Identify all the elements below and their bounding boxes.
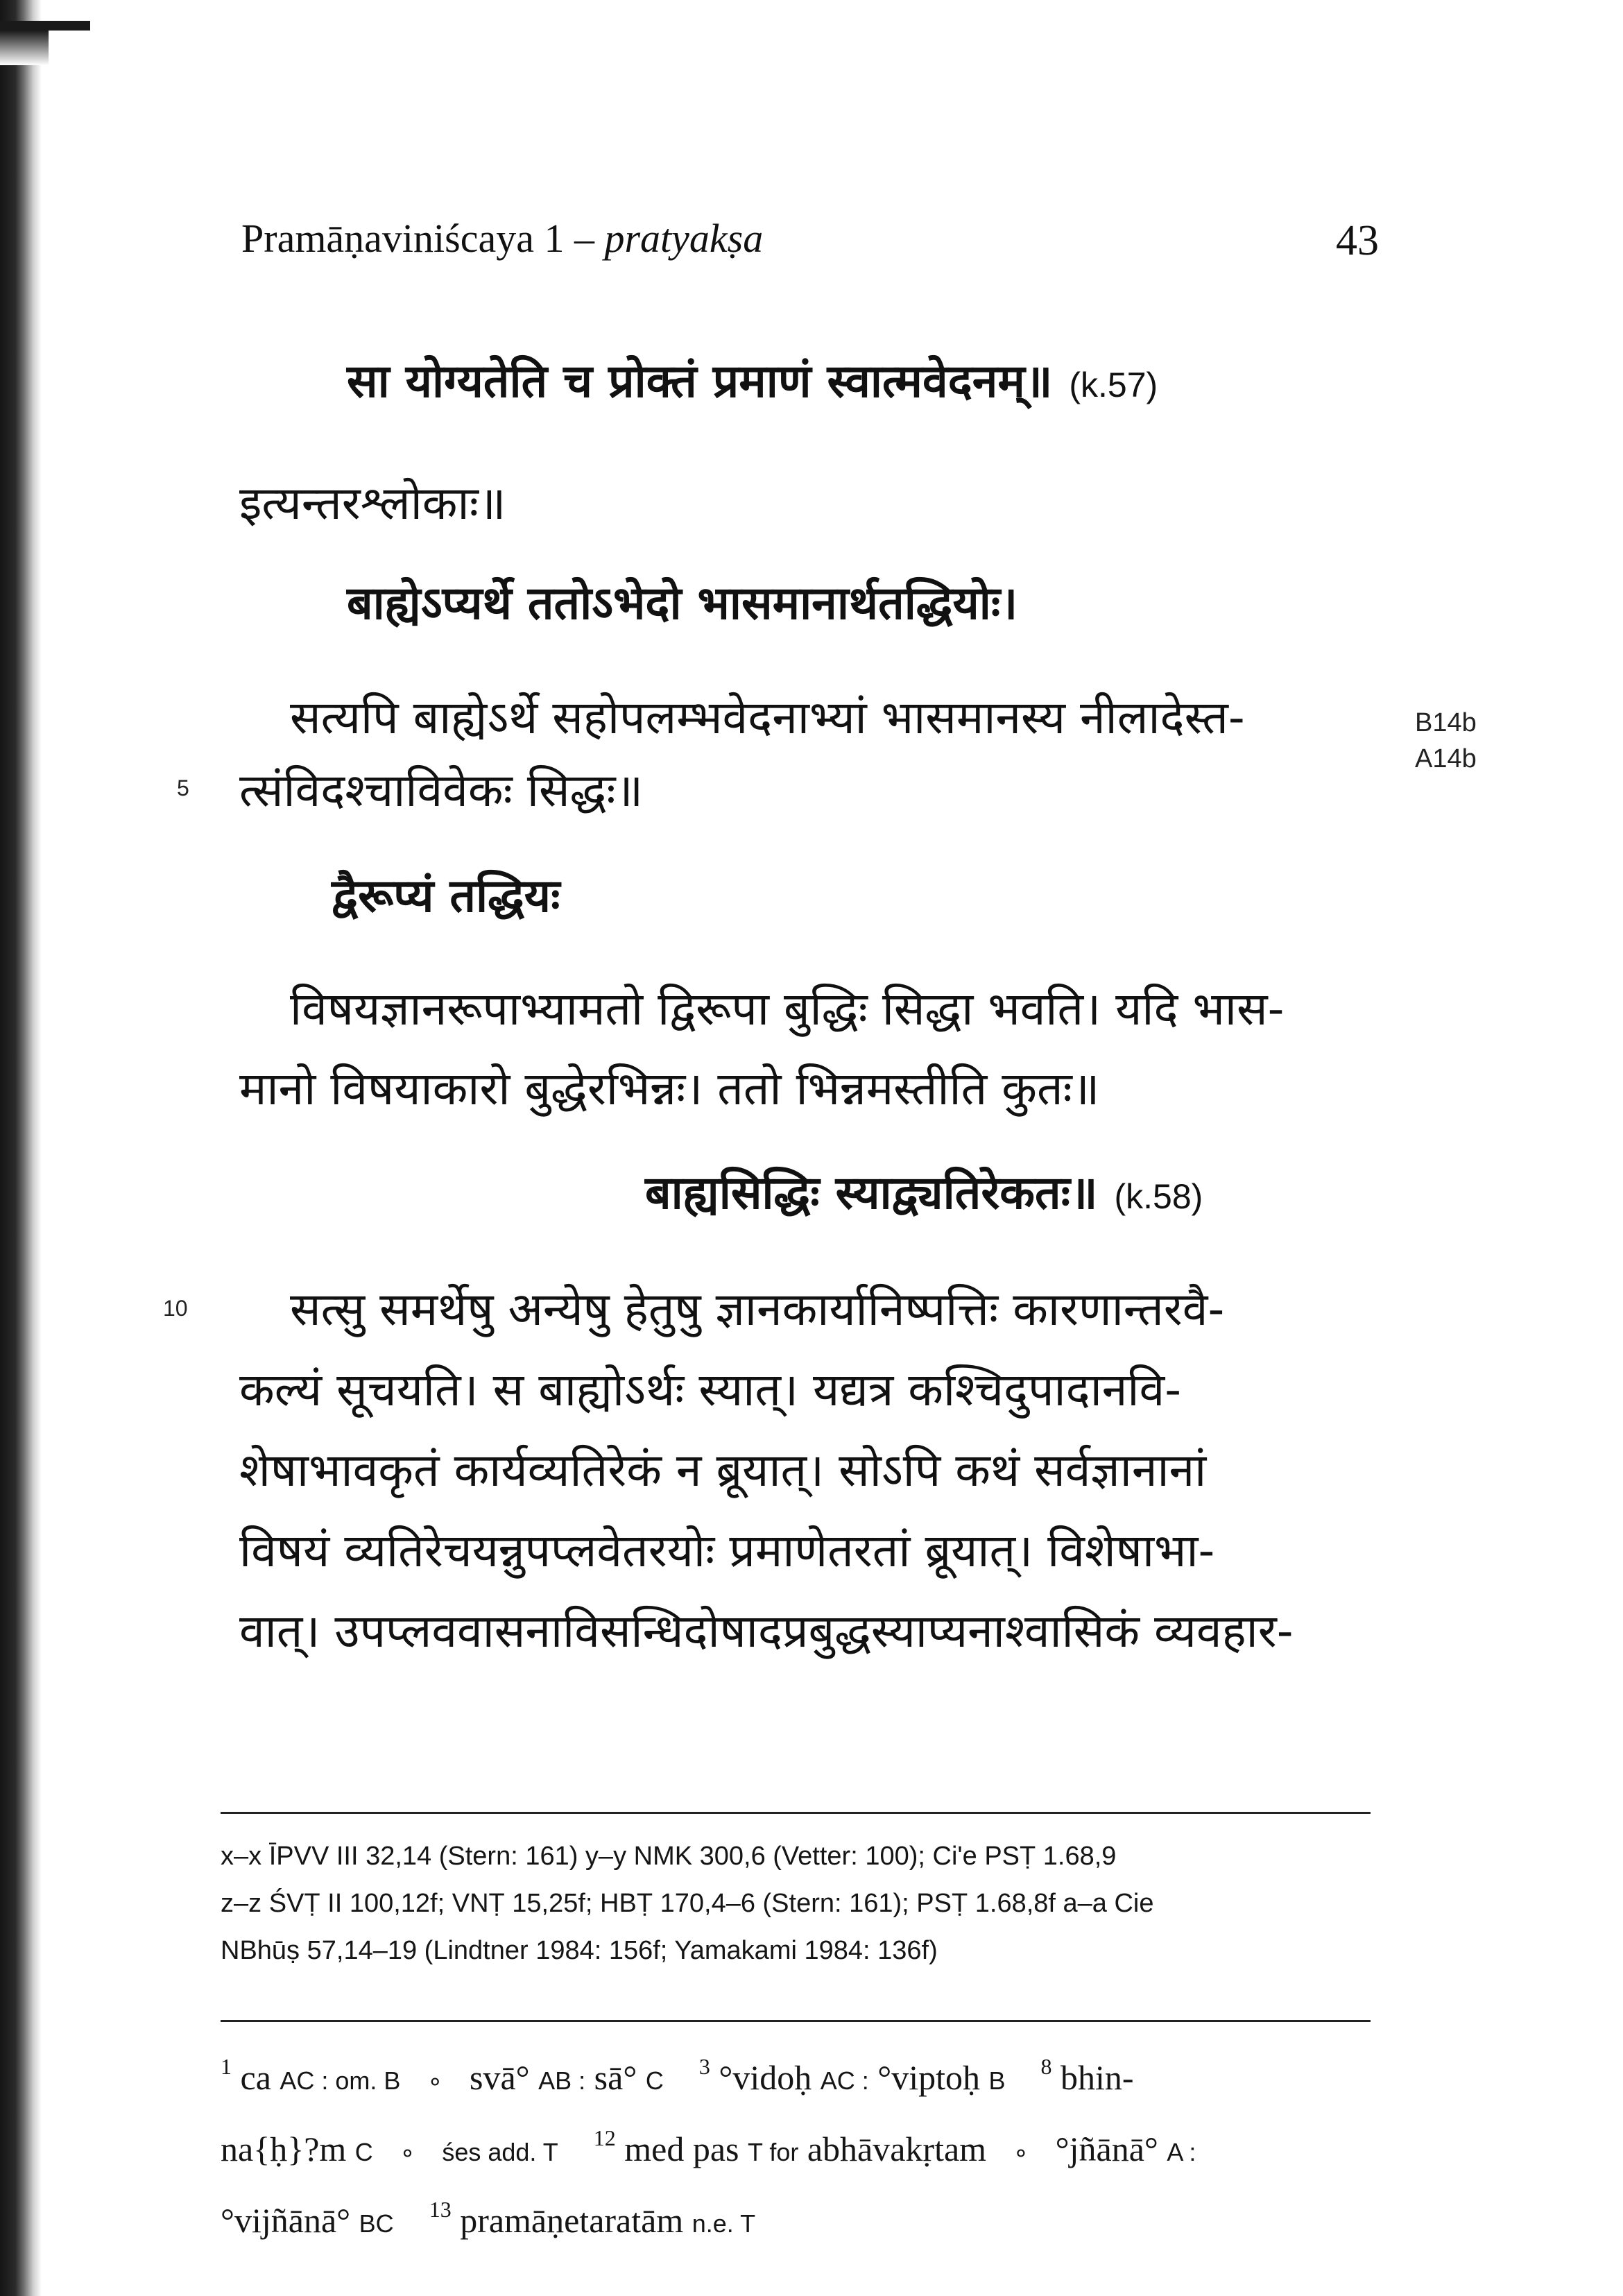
verse-ref-k57: (k.57) bbox=[1069, 366, 1158, 404]
notes-row: na{ḥ}?m C ∘ śes add. T $^{12}$ med pas T for abhāvakṛtam ∘ °jñānā° A : bbox=[221, 2125, 1196, 2168]
critical-notes bbox=[221, 2038, 1371, 2252]
testimonia-row: x–x ĪPVV III 32,14 (Stern: 161) y–y NMK 300,6 (Vetter: 100); Ci'e PSṬ 1.68,9 bbox=[221, 1842, 1117, 1871]
note-marker: 8 bbox=[1040, 2054, 1052, 2079]
text-line: इत्यन्तरश्लोकाः॥ bbox=[239, 477, 506, 530]
text-line: विषयं व्यतिरेचयन्नुपप्लवेतरयोः प्रमाणेतरतां ब्रूयात्। विशेषाभा- bbox=[239, 1524, 1215, 1577]
page-binding-corner bbox=[0, 31, 49, 65]
note-marker: 12 bbox=[593, 2125, 616, 2150]
text-line: कल्यं सूचयति। स बाह्योऽर्थः स्यात्। यद्यत्र कश्चिदुपादानवि- bbox=[239, 1363, 1182, 1416]
testimonia-row: z–z ŚVṬ II 100,12f; VNṬ 15,25f; HBṬ 170,4–6 (Stern: 161); PSṬ 1.68,8f a–a Cie bbox=[221, 1889, 1154, 1918]
verse-k57: सा योग्यतेति च प्रोक्तं प्रमाणं स्वात्मवेदनम्॥ (k.57) bbox=[347, 354, 1158, 408]
text-line: विषयज्ञानरूपाभ्यामतो द्विरूपा बुद्धिः सिद्धा भवति। यदि भास- bbox=[290, 982, 1285, 1036]
separator: ∘ bbox=[1013, 2138, 1029, 2166]
testimonia-apparatus bbox=[221, 1833, 1371, 1974]
text-line: सत्सु समर्थेषु अन्येषु हेतुषु ज्ञानकार्यानिष्पत्तिः कारणान्तरवै- bbox=[290, 1283, 1225, 1336]
separator: ∘ bbox=[400, 2138, 415, 2166]
manuscript-folio-refs bbox=[1415, 705, 1477, 777]
note-marker: 3 bbox=[698, 2054, 710, 2079]
running-title: Pramāṇaviniścaya 1 – pratyakṣa bbox=[241, 216, 764, 261]
text-line: सत्यपि बाह्येऽर्थे सहोपलम्भवेदनाभ्यां भासमानस्य नीलादेस्त- bbox=[290, 691, 1245, 744]
testimonia-row: NBhūṣ 57,14–19 (Lindtner 1984: 156f; Yamakami 1984: 136f) bbox=[221, 1936, 938, 1965]
notes-row: °vijñānā° BC $^{13}$ pramāṇetaratām n.e. T bbox=[221, 2197, 756, 2240]
folio-ref-a: A14b bbox=[1415, 744, 1477, 773]
running-header bbox=[241, 208, 1379, 271]
notes-row: $^1$ ca AC : om. B ∘ svā° AB : sā° C $^3$ °vidoḥ AC : °viptoḥ B $^8$ bhin- bbox=[221, 2054, 1134, 2097]
text-line: त्संविदश्चाविवेकः सिद्धः॥ bbox=[239, 764, 644, 817]
verse-line: बाह्येऽप्यर्थे ततोऽभेदो भासमानार्थतद्धियोः। bbox=[347, 576, 1018, 630]
notes-rule bbox=[221, 2020, 1371, 2022]
note-marker: 1 bbox=[221, 2054, 232, 2079]
text-line: वात्। उपप्लववासनाविसन्धिदोषादप्रबुद्धस्याप्यनाश्वासिकं व्यवहार- bbox=[239, 1604, 1294, 1658]
verse-k58: बाह्यसिद्धिः स्याद्व्यतिरेकतः॥ (k.58) bbox=[645, 1166, 1203, 1219]
folio-ref-b: B14b bbox=[1415, 708, 1477, 737]
page-binding-edge bbox=[0, 21, 90, 31]
verse-line: द्वैरूप्यं तद्धियः bbox=[332, 869, 560, 923]
text-line: मानो विषयाकारो बुद्धेरभिन्नः। ततो भिन्नमस्तीति कुतः॥ bbox=[239, 1062, 1100, 1115]
verse-ref-k58: (k.58) bbox=[1114, 1177, 1203, 1216]
page-binding-shadow bbox=[0, 0, 42, 2296]
text-line: शेषाभावकृतं कार्यव्यतिरेकं न ब्रूयात्। सोऽपि कथं सर्वज्ञानानां bbox=[239, 1443, 1207, 1497]
apparatus-rule bbox=[221, 1812, 1371, 1814]
page-number: 43 bbox=[1336, 217, 1379, 264]
line-number-10: 10 bbox=[163, 1296, 188, 1321]
note-marker: 13 bbox=[429, 2197, 452, 2222]
line-number-5: 5 bbox=[177, 776, 189, 800]
separator: ∘ bbox=[427, 2066, 443, 2095]
